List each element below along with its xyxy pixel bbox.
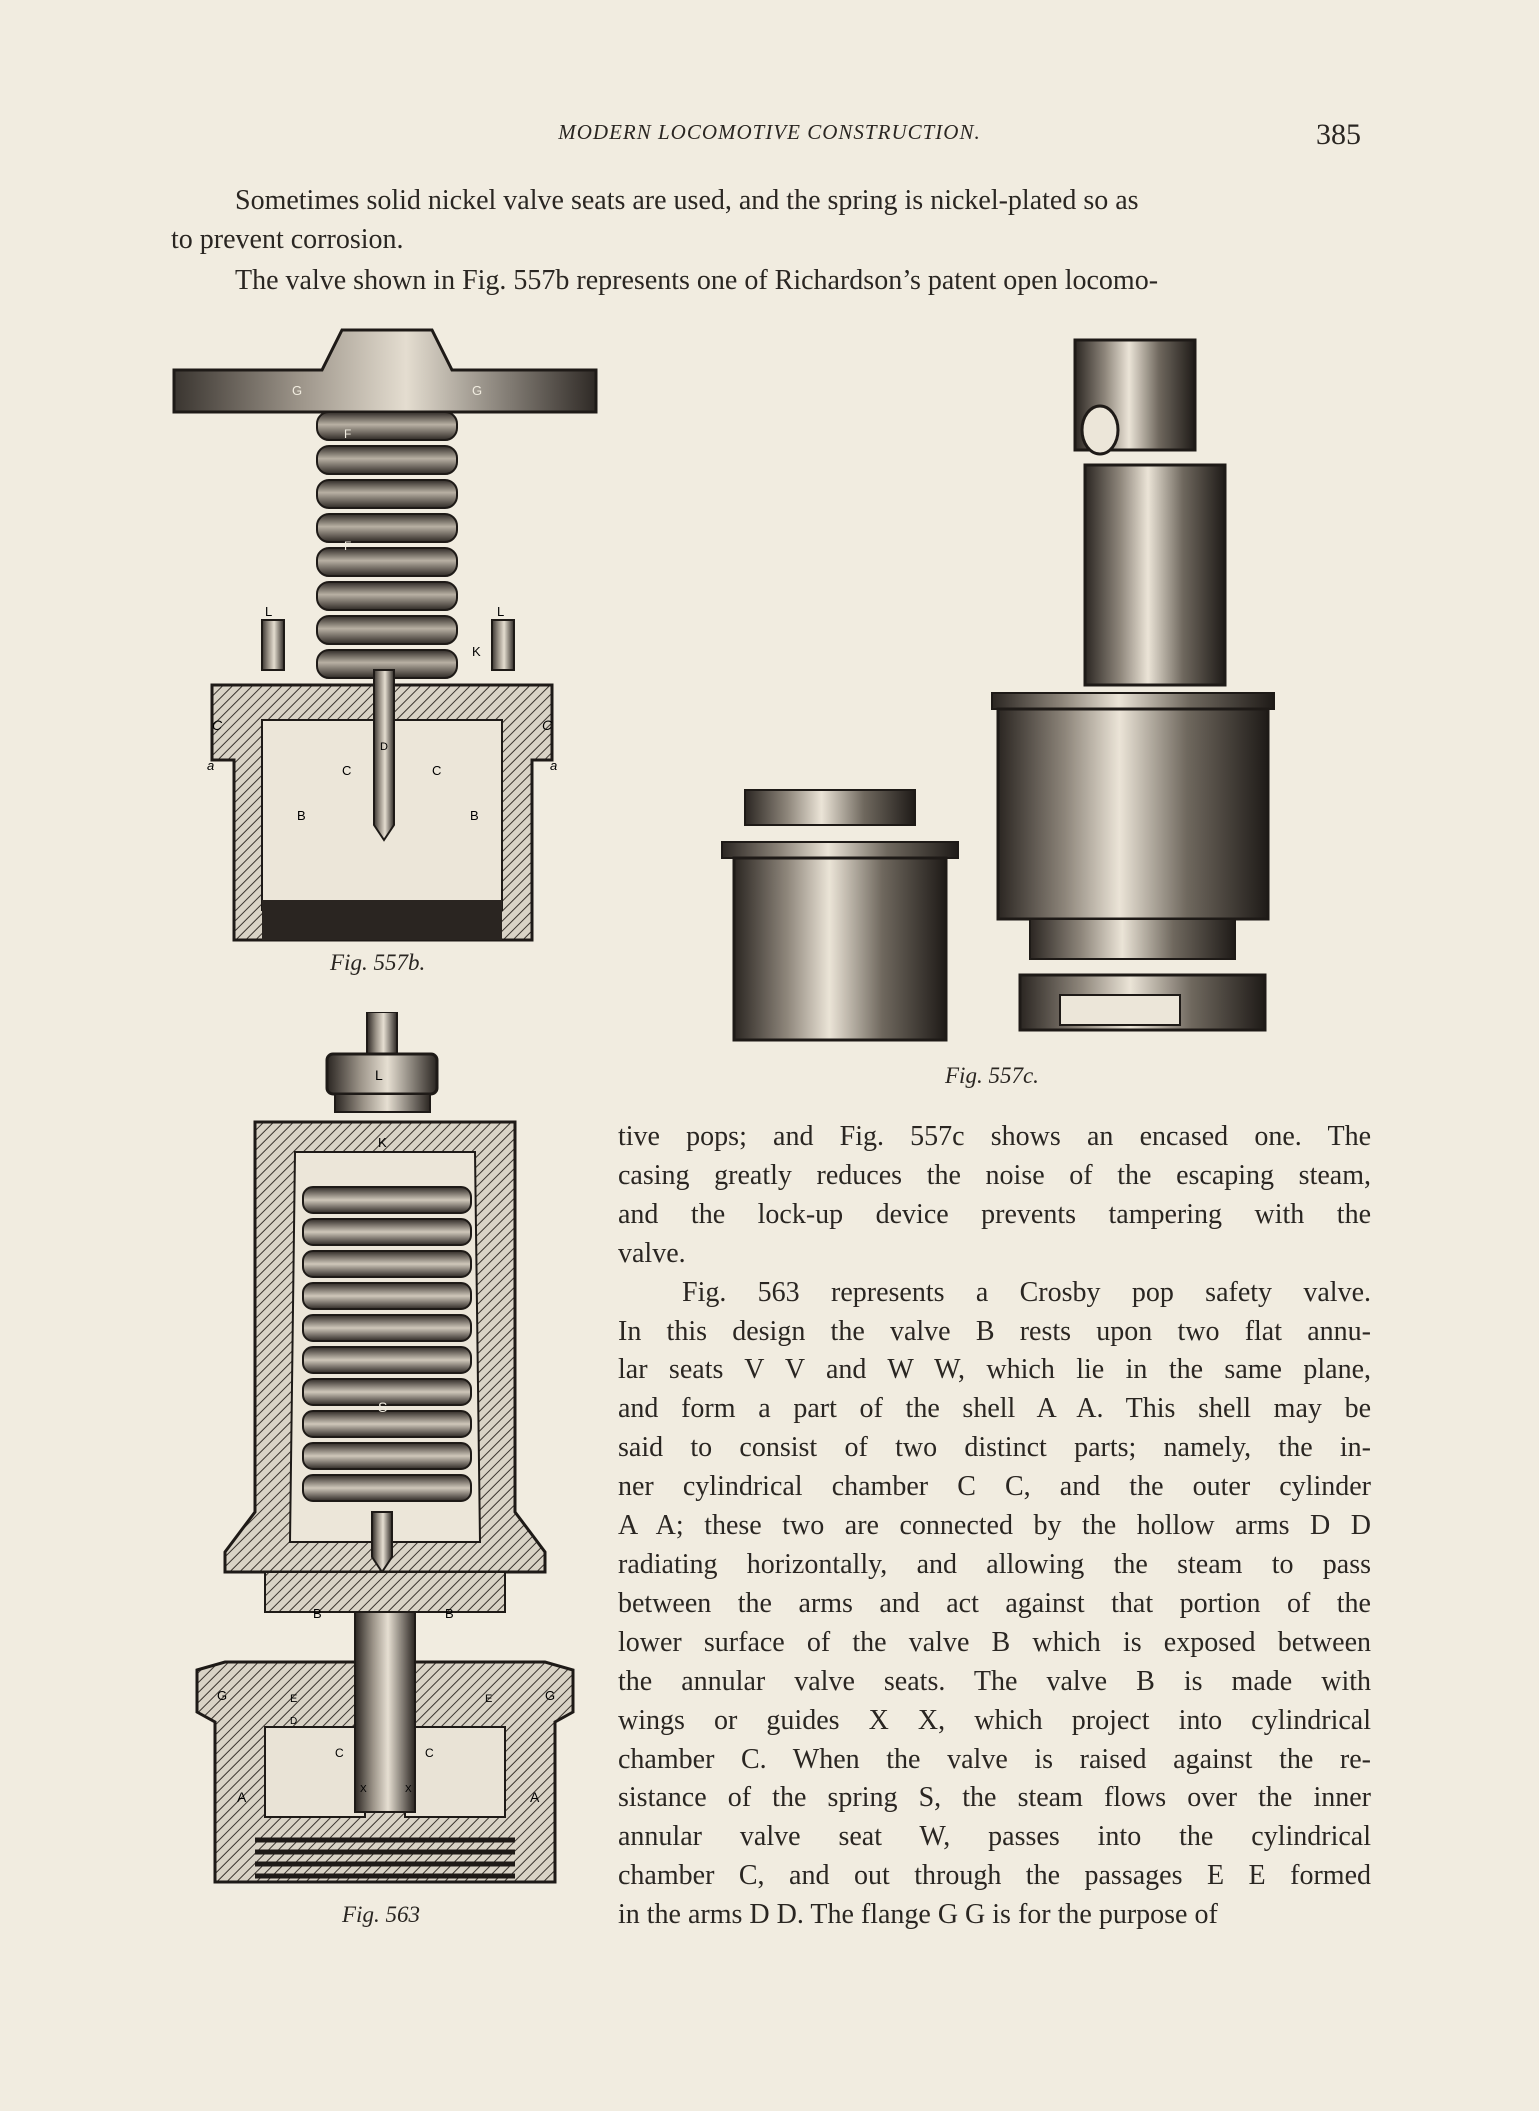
casing — [722, 790, 958, 1040]
text-line: Fig. 563 represents a Crosby pop safety valve. — [682, 1276, 1371, 1308]
paragraph-line — [171, 182, 1367, 221]
text-line: annular valve seat W, passes into the cylindrical — [618, 1821, 1371, 1853]
para1-line1: Sometimes solid nickel valve seats are used, and the spring is nickel-plated so as — [235, 185, 1139, 216]
label-g-left: G — [217, 1688, 228, 1703]
label-c-prime-left: C — [212, 717, 223, 733]
text-line: chamber C. When the valve is raised against the re- — [618, 1743, 1371, 1775]
para2-line1: The valve shown in Fig. 557b represents one of Richardson’s patent open locomo- — [235, 265, 1159, 296]
text-line: the annular valve seats. The valve B is made with — [618, 1665, 1371, 1697]
label-e-right: E — [485, 1693, 493, 1705]
label-a-right: A — [530, 1789, 540, 1805]
text-line: radiating horizontally, and allowing the steam to pass — [618, 1548, 1371, 1580]
text-line: In this design the valve B rests upon two flat annu- — [618, 1315, 1371, 1347]
text-line: lower surface of the valve B which is exposed between — [618, 1626, 1371, 1658]
label-c-right: C — [432, 763, 442, 778]
label-c-left: C — [335, 1746, 344, 1760]
label-l-right: L — [497, 604, 505, 619]
label-d: D — [290, 1716, 298, 1727]
label-g-right: G — [472, 383, 483, 398]
text-line: valve. — [618, 1237, 686, 1269]
label-b-right: B — [470, 808, 479, 823]
text-line: and form a part of the shell A A. This shell may be — [618, 1393, 1371, 1425]
label-e-left: E — [290, 1693, 298, 1705]
caption-fig-557c: Fig. 557c. — [945, 1063, 1039, 1088]
text-line: said to consist of two distinct parts; namely, the in- — [618, 1432, 1371, 1464]
spring — [317, 412, 457, 678]
label-x-left: X — [360, 1784, 367, 1795]
paragraph-line — [171, 262, 1367, 301]
label-f: F — [344, 427, 352, 441]
page-number: 385 — [1316, 118, 1361, 151]
figure-557b — [172, 320, 612, 960]
caption-fig-563: Fig. 563 — [342, 1902, 420, 1927]
label-k: K — [472, 644, 481, 659]
text-line: A A; these two are connected by the hollow arms D D — [618, 1510, 1371, 1542]
label-c-right: C — [425, 1746, 434, 1760]
text-line: ner cylindrical chamber C C, and the outer cylinder — [618, 1471, 1371, 1503]
label-l: L — [375, 1067, 383, 1083]
text-line: chamber C, and out through the passages E E formed — [618, 1860, 1371, 1892]
text-line: wings or guides X X, which project into cylindrical — [618, 1704, 1371, 1736]
label-b-left: B — [313, 1606, 322, 1621]
label-c-prime-right: C — [542, 717, 553, 733]
label-c-left: C — [342, 763, 352, 778]
label-g-left: G — [292, 383, 303, 398]
text-line: in the arms D D. The flange G G is for the purpose of — [618, 1899, 1218, 1931]
text-line: between the arms and act against that portion of the — [618, 1587, 1371, 1619]
label-b-right: B — [445, 1606, 454, 1621]
label-b-left: B — [297, 808, 306, 823]
encased-valve — [992, 340, 1274, 1030]
text-column — [618, 1118, 1371, 1935]
label-a-right: a — [550, 758, 558, 773]
figure-557c — [720, 335, 1280, 1055]
label-a-left: A — [237, 1789, 247, 1805]
label-l-left: L — [265, 604, 273, 619]
text-line: sistance of the spring S, the steam flows over the inner — [618, 1782, 1371, 1814]
label-f: F — [344, 539, 352, 553]
running-head: MODERN LOCOMOTIVE CONSTRUCTION. — [558, 120, 981, 144]
text-line: lar seats V V and W W, which lie in the same plane, — [618, 1354, 1371, 1386]
figure-563 — [195, 1012, 580, 1892]
text-line: casing greatly reduces the noise of the escaping steam, — [618, 1159, 1371, 1191]
label-d: D — [380, 741, 388, 753]
caption-fig-557b: Fig. 557b. — [330, 950, 426, 975]
text-line: tive pops; and Fig. 557c shows an encased one. The — [618, 1121, 1371, 1152]
paragraph-line — [171, 221, 1367, 260]
label-x-right: X — [405, 1784, 412, 1795]
label-a-left: a — [207, 758, 215, 773]
para1-line2: to prevent corrosion. — [171, 224, 404, 255]
label-s: S — [378, 1399, 388, 1415]
label-g-right: G — [545, 1688, 556, 1703]
label-k: K — [378, 1135, 387, 1150]
text-line: and the lock-up device prevents tampering with the — [618, 1198, 1371, 1230]
